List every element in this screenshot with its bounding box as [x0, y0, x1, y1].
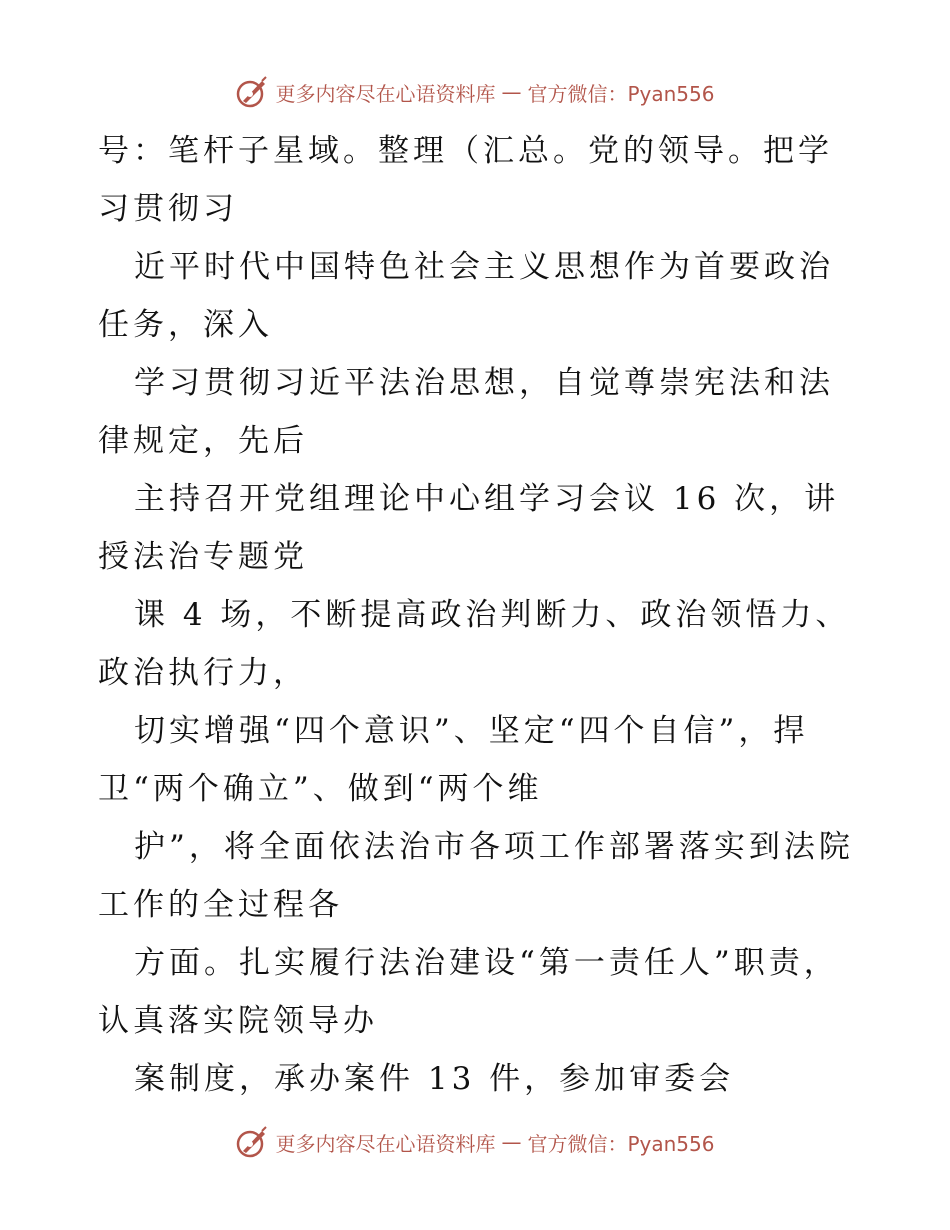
- paragraph: 号：笔杆子星域。整理（汇总。党的领导。把学习贯彻习: [98, 133, 833, 227]
- quill-pen-icon: [235, 1125, 269, 1159]
- paragraph: 学习贯彻习近平法治思想，自觉尊崇宪法和法律规定，先后: [98, 365, 834, 459]
- footer-watermark-banner: [0, 1122, 950, 1162]
- header-promo-text: 更多内容尽在心语资料库: [275, 81, 496, 106]
- header-separator: —: [501, 80, 522, 104]
- header-watermark-banner: [0, 72, 950, 112]
- footer-separator: —: [501, 1130, 522, 1154]
- header-wechat-label: 官方微信：Pyan556: [527, 81, 715, 106]
- paragraph: 护”，将全面依法治市各项工作部署落实到法院工作的全过程各: [98, 829, 854, 923]
- document-body: [98, 122, 858, 1108]
- quill-pen-icon: [235, 75, 269, 109]
- paragraph: 切实增强“四个意识”、坚定“四个自信”，捍卫“两个确立”、做到“两个维: [98, 713, 809, 807]
- paragraph: 案制度，承办案件 13 件，参加审委会: [134, 1061, 735, 1097]
- footer-promo-text: 更多内容尽在心语资料库: [275, 1131, 496, 1156]
- paragraph: 主持召开党组理论中心组学习会议 16 次，讲授法治专题党: [98, 481, 840, 575]
- paragraph: 近平时代中国特色社会主义思想作为首要政治任务，深入: [98, 249, 834, 343]
- paragraph: 课 4 场，不断提高政治判断力、政治领悟力、政治执行力，: [98, 597, 851, 691]
- paragraph: 方面。扎实履行法治建设“第一责任人”职责，认真落实院领导办: [98, 945, 839, 1039]
- footer-wechat-label: 官方微信：Pyan556: [527, 1131, 715, 1156]
